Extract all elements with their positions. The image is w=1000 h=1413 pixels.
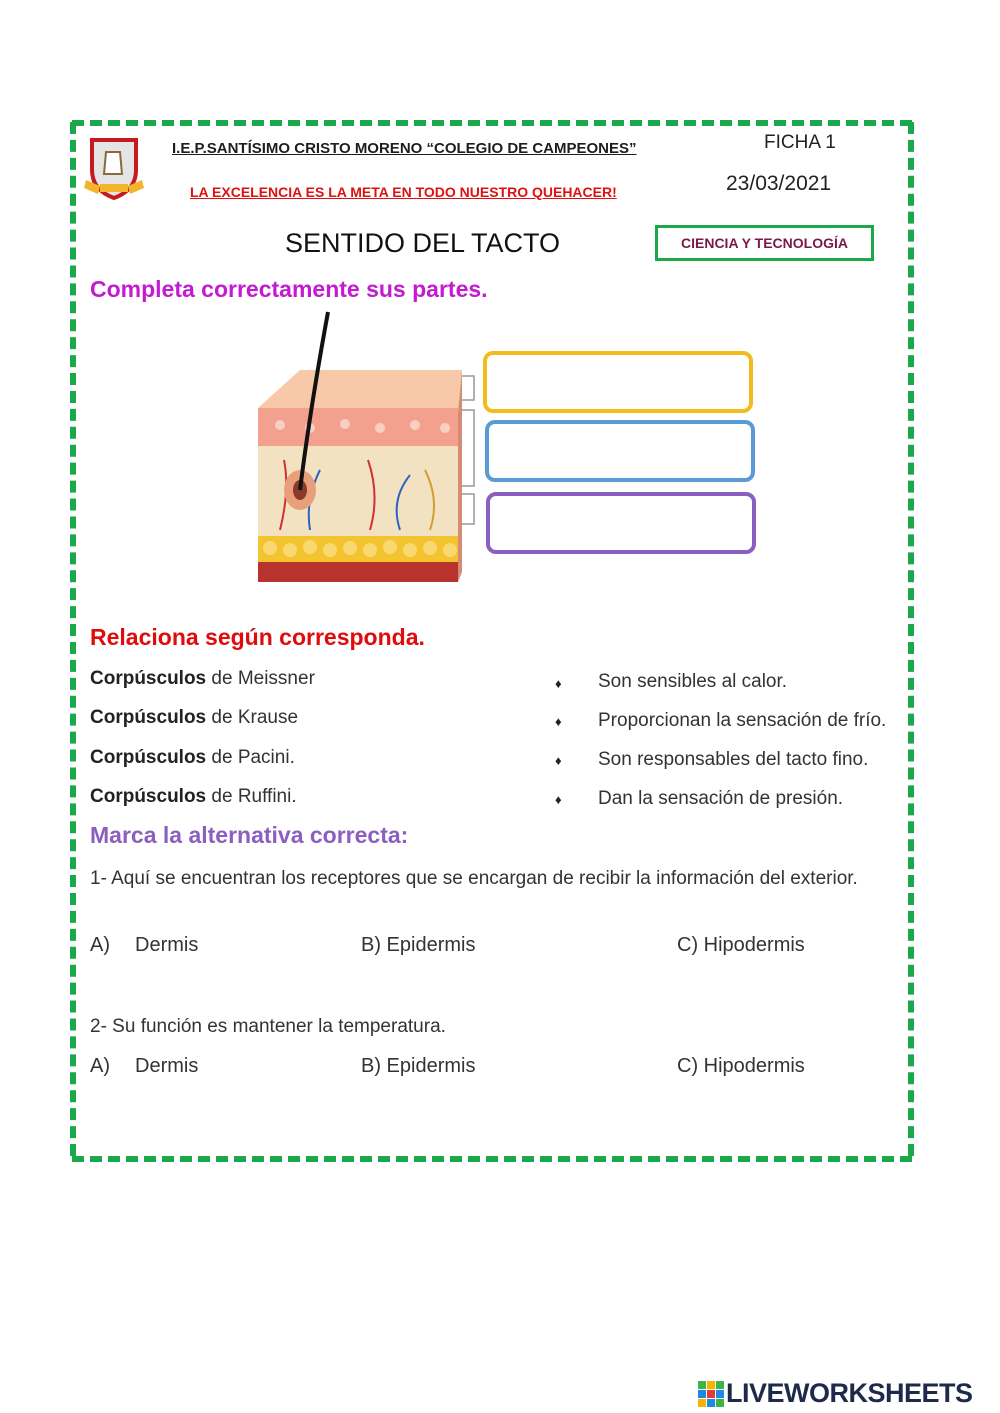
match-left-item[interactable]: [90, 668, 315, 690]
q2-option-b[interactable]: B) Epidermis: [361, 1055, 476, 1077]
liveworksheets-text: LIVEWORKSHEETS: [726, 1378, 973, 1408]
match-left-item[interactable]: [90, 786, 297, 808]
diamond-bullet-icon: ♦: [555, 753, 562, 768]
frame-border-top: [72, 120, 912, 126]
question-1-text: 1- Aquí se encuentran los receptores que se encargan de recibir la información del exterior.: [90, 868, 858, 889]
sheet-number: FICHA 1: [764, 132, 836, 153]
skin-layers-diagram: [250, 310, 480, 590]
school-name: I.E.P.SANTÍSIMO CRISTO MORENO “COLEGIO DE CAMPEONES”: [172, 140, 637, 157]
subject-badge: [655, 225, 874, 261]
frame-border-right: [908, 122, 914, 1156]
page-title: SENTIDO DEL TACTO: [285, 228, 561, 258]
match-right-item[interactable]: Proporcionan la sensación de frío.: [598, 710, 887, 731]
sheet-date: 23/03/2021: [726, 172, 832, 195]
section2-heading: Relaciona según corresponda.: [90, 624, 425, 650]
match-right-item[interactable]: Son responsables del tacto fino.: [598, 749, 869, 770]
question-2-text: 2- Su función es mantener la temperatura.: [90, 1016, 446, 1037]
match-left-bold: Corpúsculos: [90, 786, 207, 807]
section3-heading: Marca la alternativa correcta:: [90, 822, 409, 848]
q1-option-a[interactable]: Dermis: [135, 934, 199, 956]
match-left-text: de Meissner: [206, 668, 315, 689]
diamond-bullet-icon: ♦: [555, 714, 562, 729]
match-left-item[interactable]: [90, 707, 298, 729]
q2-option-a[interactable]: Dermis: [135, 1055, 199, 1077]
q1-option-a-letter[interactable]: A): [90, 934, 110, 956]
section1-heading: Completa correctamente sus partes.: [90, 276, 488, 302]
match-left-text: de Pacini.: [206, 747, 295, 768]
answer-box-1[interactable]: [483, 351, 753, 413]
school-shield-icon: [84, 134, 144, 202]
match-left-item[interactable]: [90, 747, 295, 769]
match-right-item[interactable]: Son sensibles al calor.: [598, 671, 788, 692]
liveworksheets-brand: [698, 1378, 973, 1409]
liveworksheets-logo-icon: [698, 1381, 724, 1407]
q1-option-b[interactable]: B) Epidermis: [361, 934, 476, 956]
q2-option-a-letter[interactable]: A): [90, 1055, 110, 1077]
diamond-bullet-icon: ♦: [555, 676, 562, 691]
frame-border-left: [70, 122, 76, 1156]
diamond-bullet-icon: ♦: [555, 792, 562, 807]
answer-box-2[interactable]: [485, 420, 755, 482]
match-left-bold: Corpúsculos: [90, 747, 207, 768]
subject-label: CIENCIA Y TECNOLOGÍA: [681, 235, 848, 251]
school-motto: LA EXCELENCIA ES LA META EN TODO NUESTRO QUEHACER!: [190, 184, 617, 200]
match-left-bold: Corpúsculos: [90, 668, 207, 689]
q1-option-c[interactable]: C) Hipodermis: [677, 934, 805, 956]
answer-box-3[interactable]: [486, 492, 756, 554]
match-left-text: de Ruffini.: [206, 786, 297, 807]
frame-border-bottom: [72, 1156, 912, 1162]
q2-option-c[interactable]: C) Hipodermis: [677, 1055, 805, 1077]
match-left-text: de Krause: [206, 707, 299, 728]
match-left-bold: Corpúsculos: [90, 707, 207, 728]
match-right-item[interactable]: Dan la sensación de presión.: [598, 788, 844, 809]
